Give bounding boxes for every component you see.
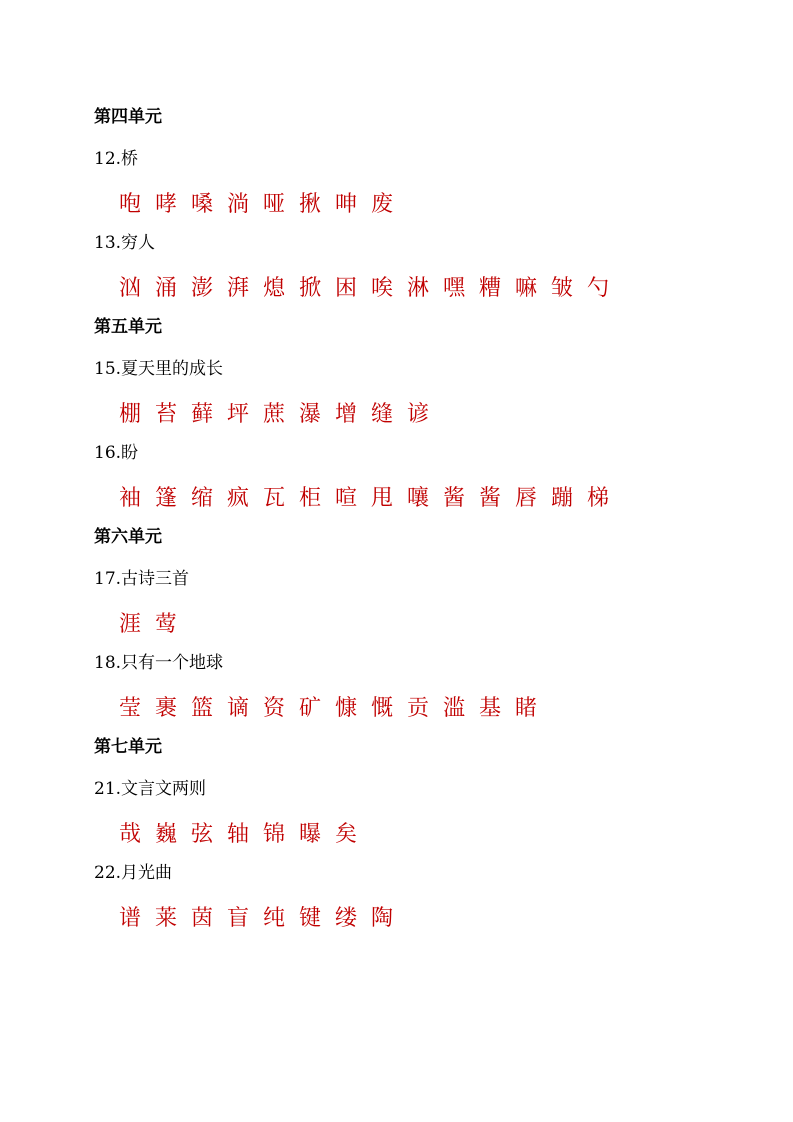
vocab-character: 袖 <box>119 486 142 511</box>
vocab-character: 掀 <box>299 276 322 301</box>
vocab-character: 喧 <box>335 486 358 511</box>
vocab-character: 瓦 <box>263 486 286 511</box>
vocab-character: 基 <box>479 696 502 721</box>
lesson-title: 16.盼 <box>94 443 139 463</box>
character-row <box>94 478 734 520</box>
character-row <box>94 394 734 436</box>
vocab-character: 篷 <box>155 486 178 511</box>
vocab-character: 轴 <box>227 822 250 847</box>
vocab-character: 缕 <box>335 906 358 931</box>
vocab-character: 柜 <box>299 486 322 511</box>
unit-heading: 第四单元 <box>94 107 162 127</box>
vocab-character: 矿 <box>299 696 322 721</box>
vocab-character: 汹 <box>119 276 142 301</box>
vocab-character: 酱 <box>479 486 502 511</box>
vocab-character: 困 <box>335 276 358 301</box>
vocab-character: 淋 <box>407 276 430 301</box>
vocab-character: 唉 <box>371 276 394 301</box>
vocab-character: 嚷 <box>407 486 430 511</box>
vocab-character: 棚 <box>119 402 142 427</box>
vocab-character: 熄 <box>263 276 286 301</box>
vocab-character: 巍 <box>155 822 178 847</box>
unit-heading: 第六单元 <box>94 527 162 547</box>
vocab-character: 蔗 <box>263 402 286 427</box>
vocab-character: 慨 <box>371 696 394 721</box>
character-row <box>94 814 734 856</box>
vocab-character: 澎 <box>191 276 214 301</box>
lesson-title: 17.古诗三首 <box>94 569 190 589</box>
vocab-character: 哮 <box>155 192 178 217</box>
lesson-title: 15.夏天里的成长 <box>94 359 224 379</box>
vocab-character: 蹦 <box>551 486 574 511</box>
vocab-character: 矣 <box>335 822 358 847</box>
vocab-character: 苔 <box>155 402 178 427</box>
vocab-character: 勺 <box>587 276 610 301</box>
lesson-title: 21.文言文两则 <box>94 779 207 799</box>
character-row <box>94 604 734 646</box>
vocab-character: 资 <box>263 696 286 721</box>
character-row <box>94 898 734 940</box>
character-row <box>94 268 734 310</box>
vocab-character: 湃 <box>227 276 250 301</box>
vocab-character: 键 <box>299 906 322 931</box>
vocab-character: 疯 <box>227 486 250 511</box>
vocab-character: 缝 <box>371 402 394 427</box>
vocab-character: 茵 <box>191 906 214 931</box>
character-row <box>94 688 734 730</box>
vocab-character: 谱 <box>119 906 142 931</box>
vocab-character: 嘿 <box>443 276 466 301</box>
vocabulary-document <box>94 100 734 940</box>
character-row <box>94 184 734 226</box>
vocab-character: 咆 <box>119 192 142 217</box>
vocab-character: 酱 <box>443 486 466 511</box>
vocab-character: 藓 <box>191 402 214 427</box>
vocab-character: 谚 <box>407 402 430 427</box>
vocab-character: 滥 <box>443 696 466 721</box>
vocab-character: 哉 <box>119 822 142 847</box>
vocab-character: 陶 <box>371 906 394 931</box>
unit-heading: 第七单元 <box>94 737 162 757</box>
lesson-title: 12.桥 <box>94 149 139 169</box>
vocab-character: 瀑 <box>299 402 322 427</box>
vocab-character: 裹 <box>155 696 178 721</box>
vocab-character: 睹 <box>515 696 538 721</box>
vocab-character: 坪 <box>227 402 250 427</box>
vocab-character: 增 <box>335 402 358 427</box>
vocab-character: 废 <box>371 192 394 217</box>
vocab-character: 涯 <box>119 612 142 637</box>
vocab-character: 曝 <box>299 822 322 847</box>
vocab-character: 呻 <box>335 192 358 217</box>
vocab-character: 盲 <box>227 906 250 931</box>
vocab-character: 嘛 <box>515 276 538 301</box>
vocab-character: 梯 <box>587 486 610 511</box>
vocab-character: 嗓 <box>191 192 214 217</box>
vocab-character: 揪 <box>299 192 322 217</box>
vocab-character: 涌 <box>155 276 178 301</box>
vocab-character: 糟 <box>479 276 502 301</box>
vocab-character: 唇 <box>515 486 538 511</box>
vocab-character: 莱 <box>155 906 178 931</box>
vocab-character: 慷 <box>335 696 358 721</box>
vocab-character: 锦 <box>263 822 286 847</box>
vocab-character: 皱 <box>551 276 574 301</box>
lesson-title: 22.月光曲 <box>94 863 173 883</box>
vocab-character: 莹 <box>119 696 142 721</box>
vocab-character: 贡 <box>407 696 430 721</box>
vocab-character: 哑 <box>263 192 286 217</box>
vocab-character: 纯 <box>263 906 286 931</box>
lesson-title: 13.穷人 <box>94 233 156 253</box>
lesson-title: 18.只有一个地球 <box>94 653 224 673</box>
vocab-character: 谪 <box>227 696 250 721</box>
unit-heading: 第五单元 <box>94 317 162 337</box>
vocab-character: 甩 <box>371 486 394 511</box>
vocab-character: 莺 <box>155 612 178 637</box>
vocab-character: 弦 <box>191 822 214 847</box>
vocab-character: 淌 <box>227 192 250 217</box>
vocab-character: 篮 <box>191 696 214 721</box>
vocab-character: 缩 <box>191 486 214 511</box>
